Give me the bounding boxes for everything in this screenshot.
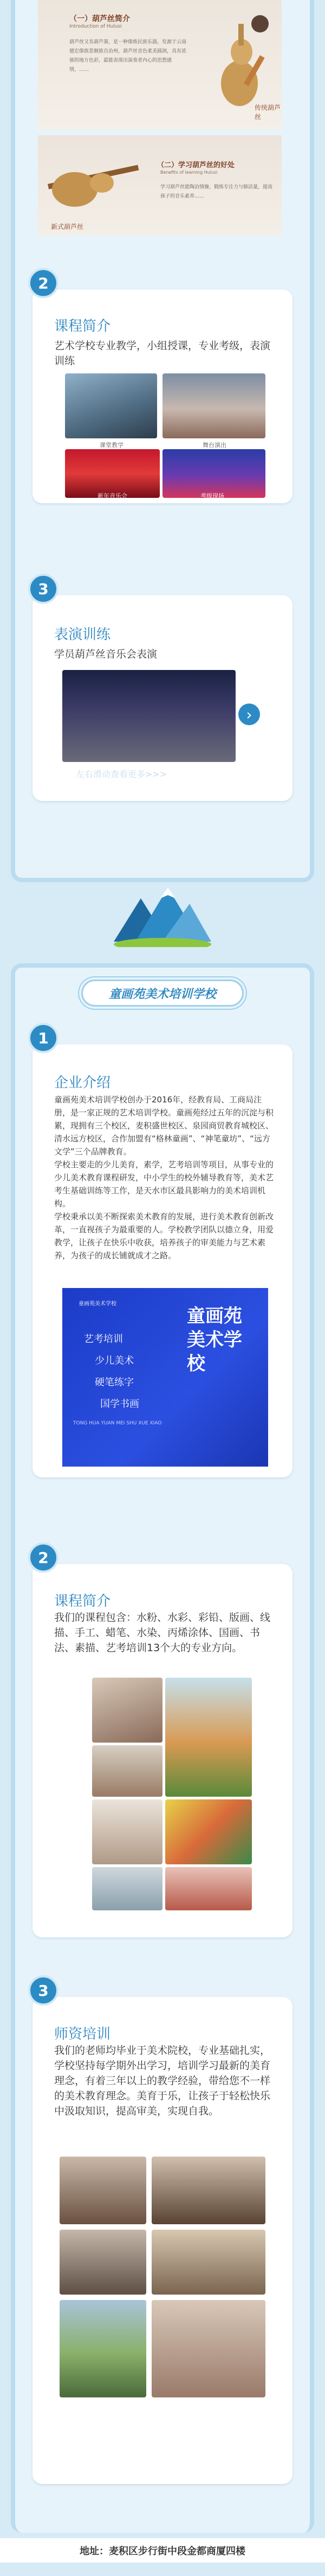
performance-subtitle: 学员葫芦丝音乐会表演 <box>54 648 158 660</box>
art-photo <box>165 1678 252 1797</box>
teacher-photo <box>152 2230 265 2295</box>
school-title-banner <box>81 980 244 1007</box>
hulusi-intro-banner <box>38 0 282 130</box>
address-bar <box>0 2538 325 2562</box>
art-course-description: 我们的课程包含：水粉、水彩、彩铅、版画、线描、手工、蜡笔、水染、丙烯涂体、国画、书法、素描、艺考培训13个大的专业方向。 <box>54 1612 271 1654</box>
course-description: 艺术学校专业教学，小组授课，专业考级，表演训练 <box>54 340 271 367</box>
photo-label: 考级现场 <box>200 492 224 500</box>
carousel-next-button[interactable] <box>238 704 260 725</box>
banner-subtitle: Introduction of Hulusi <box>69 24 122 29</box>
course-photo-concert <box>65 449 160 498</box>
banner-caption: 传统葫芦丝 <box>255 104 281 121</box>
section-number-badge: 3 <box>28 1975 58 2006</box>
section-number-badge: 2 <box>28 1542 58 1573</box>
teacher-photo <box>152 2300 265 2397</box>
teacher-photo <box>60 2157 146 2224</box>
gourd-flute-modern-image <box>42 141 140 233</box>
art-photo <box>92 1867 162 1910</box>
teacher-title: 师资培训 <box>54 2026 111 2042</box>
poster-pinyin: TONG HUA YUAN MEI SHU XUE XIAO <box>73 1421 162 1426</box>
school-title: 童画苑美术培训学校 <box>108 987 216 1001</box>
banner-text: 学习葫芦丝能陶冶情操，锻炼专注力与肺活量，提高孩子的音乐素养…… <box>160 185 273 199</box>
banner-caption: 新式葫芦丝 <box>51 223 84 231</box>
school-poster <box>62 1288 268 1467</box>
section-number-badge: 3 <box>28 574 58 604</box>
art-course-title: 课程简介 <box>54 1593 111 1609</box>
course-title: 课程简介 <box>54 318 111 334</box>
banner-text: 葫芦丝又名葫芦箫，是一种傣族民族乐器，发源于云南德宏傣族景颇族自治州，葫芦丝音色柔美圆润，具有浓郁的地方色彩，最能表现出演奏者内心的思想感情，…… <box>69 40 187 73</box>
performance-title: 表演训练 <box>54 627 111 643</box>
teacher-photo <box>152 2157 265 2224</box>
art-photo <box>165 1867 252 1910</box>
company-description: 童画苑美术培训学校创办于2016年，经教育局、工商局注册，是一家正规的艺术培训学校。童画苑经过五年的沉淀与积累，现拥有三个校区，麦积盛世校区、泉园商贸教育城校区、清水远方校区，合作加盟有“格林童画”、“神笔童坊”、“远方文学”三个品牌教育。 学校主要走的少儿美育，素学，艺考培训等项目，从事专业的少儿美术教育课程研发，中小学生的校外辅导教育等，美术艺考生基础训练等工作，是天水市区最具影响力的美术培训机构。 学校秉承以美不断探索美术教育的发展，进行美术教育创新改革，一直视孩子为最重要的人。学校教学团队以德立身，用爱教学，让孩子在快乐中收获，培养孩子的审美能力与艺术素养，为孩子的成长铺就成才之路。 <box>54 1095 274 1260</box>
banner-title: （一）葫芦丝简介 <box>69 15 130 23</box>
photo-label: 新年音乐会 <box>98 492 127 500</box>
poster-line: 艺考培训 <box>84 1333 123 1345</box>
art-photo <box>92 1678 162 1743</box>
teacher-description: 我们的老师均毕业于美术院校，专业基础扎实，学校坚持每学期外出学习，培训学习最新的美育理念，有着三年以上的教学经验，带给您不一样的美术教育理念。美育于乐，让孩子于轻松快乐中汲取知识，提高审美，实现自我。 <box>54 2045 271 2117</box>
teacher-photo <box>60 2300 146 2397</box>
swipe-hint: 左右滑动查看更多>>> <box>76 769 167 779</box>
art-photo <box>165 1799 252 1864</box>
company-title: 企业介绍 <box>54 1075 111 1091</box>
hulusi-benefits-banner <box>38 135 282 235</box>
poster-logo: 童画苑美术学校 <box>79 1301 116 1307</box>
course-photo-exam <box>162 449 265 498</box>
section-number-badge: 2 <box>28 268 58 298</box>
section-number-badge: 1 <box>28 1023 58 1053</box>
performance-photo[interactable] <box>62 670 236 762</box>
photo-label: 舞台演出 <box>203 442 226 449</box>
address-text: 地址：麦积区步行街中段金都商厦四楼 <box>80 2545 245 2557</box>
mountain-illustration <box>114 882 211 947</box>
art-photo <box>92 1745 162 1797</box>
photo-label: 课堂教学 <box>100 442 123 449</box>
course-photo-classroom <box>65 373 157 438</box>
poster-school-name: 童画苑美术学校 <box>187 1305 242 1375</box>
course-photo-stage <box>162 373 265 438</box>
poster-line: 国学书画 <box>100 1398 139 1410</box>
teacher-photo <box>60 2230 146 2295</box>
banner-subtitle: Benefits of learning Hulusi <box>160 170 218 175</box>
poster-line: 硬笔练字 <box>95 1377 134 1388</box>
poster-line: 少儿美术 <box>95 1355 134 1366</box>
chevron-right-icon: › <box>246 705 252 724</box>
banner-title: （二）学习葫芦丝的好处 <box>157 161 235 169</box>
art-photo <box>92 1799 162 1864</box>
